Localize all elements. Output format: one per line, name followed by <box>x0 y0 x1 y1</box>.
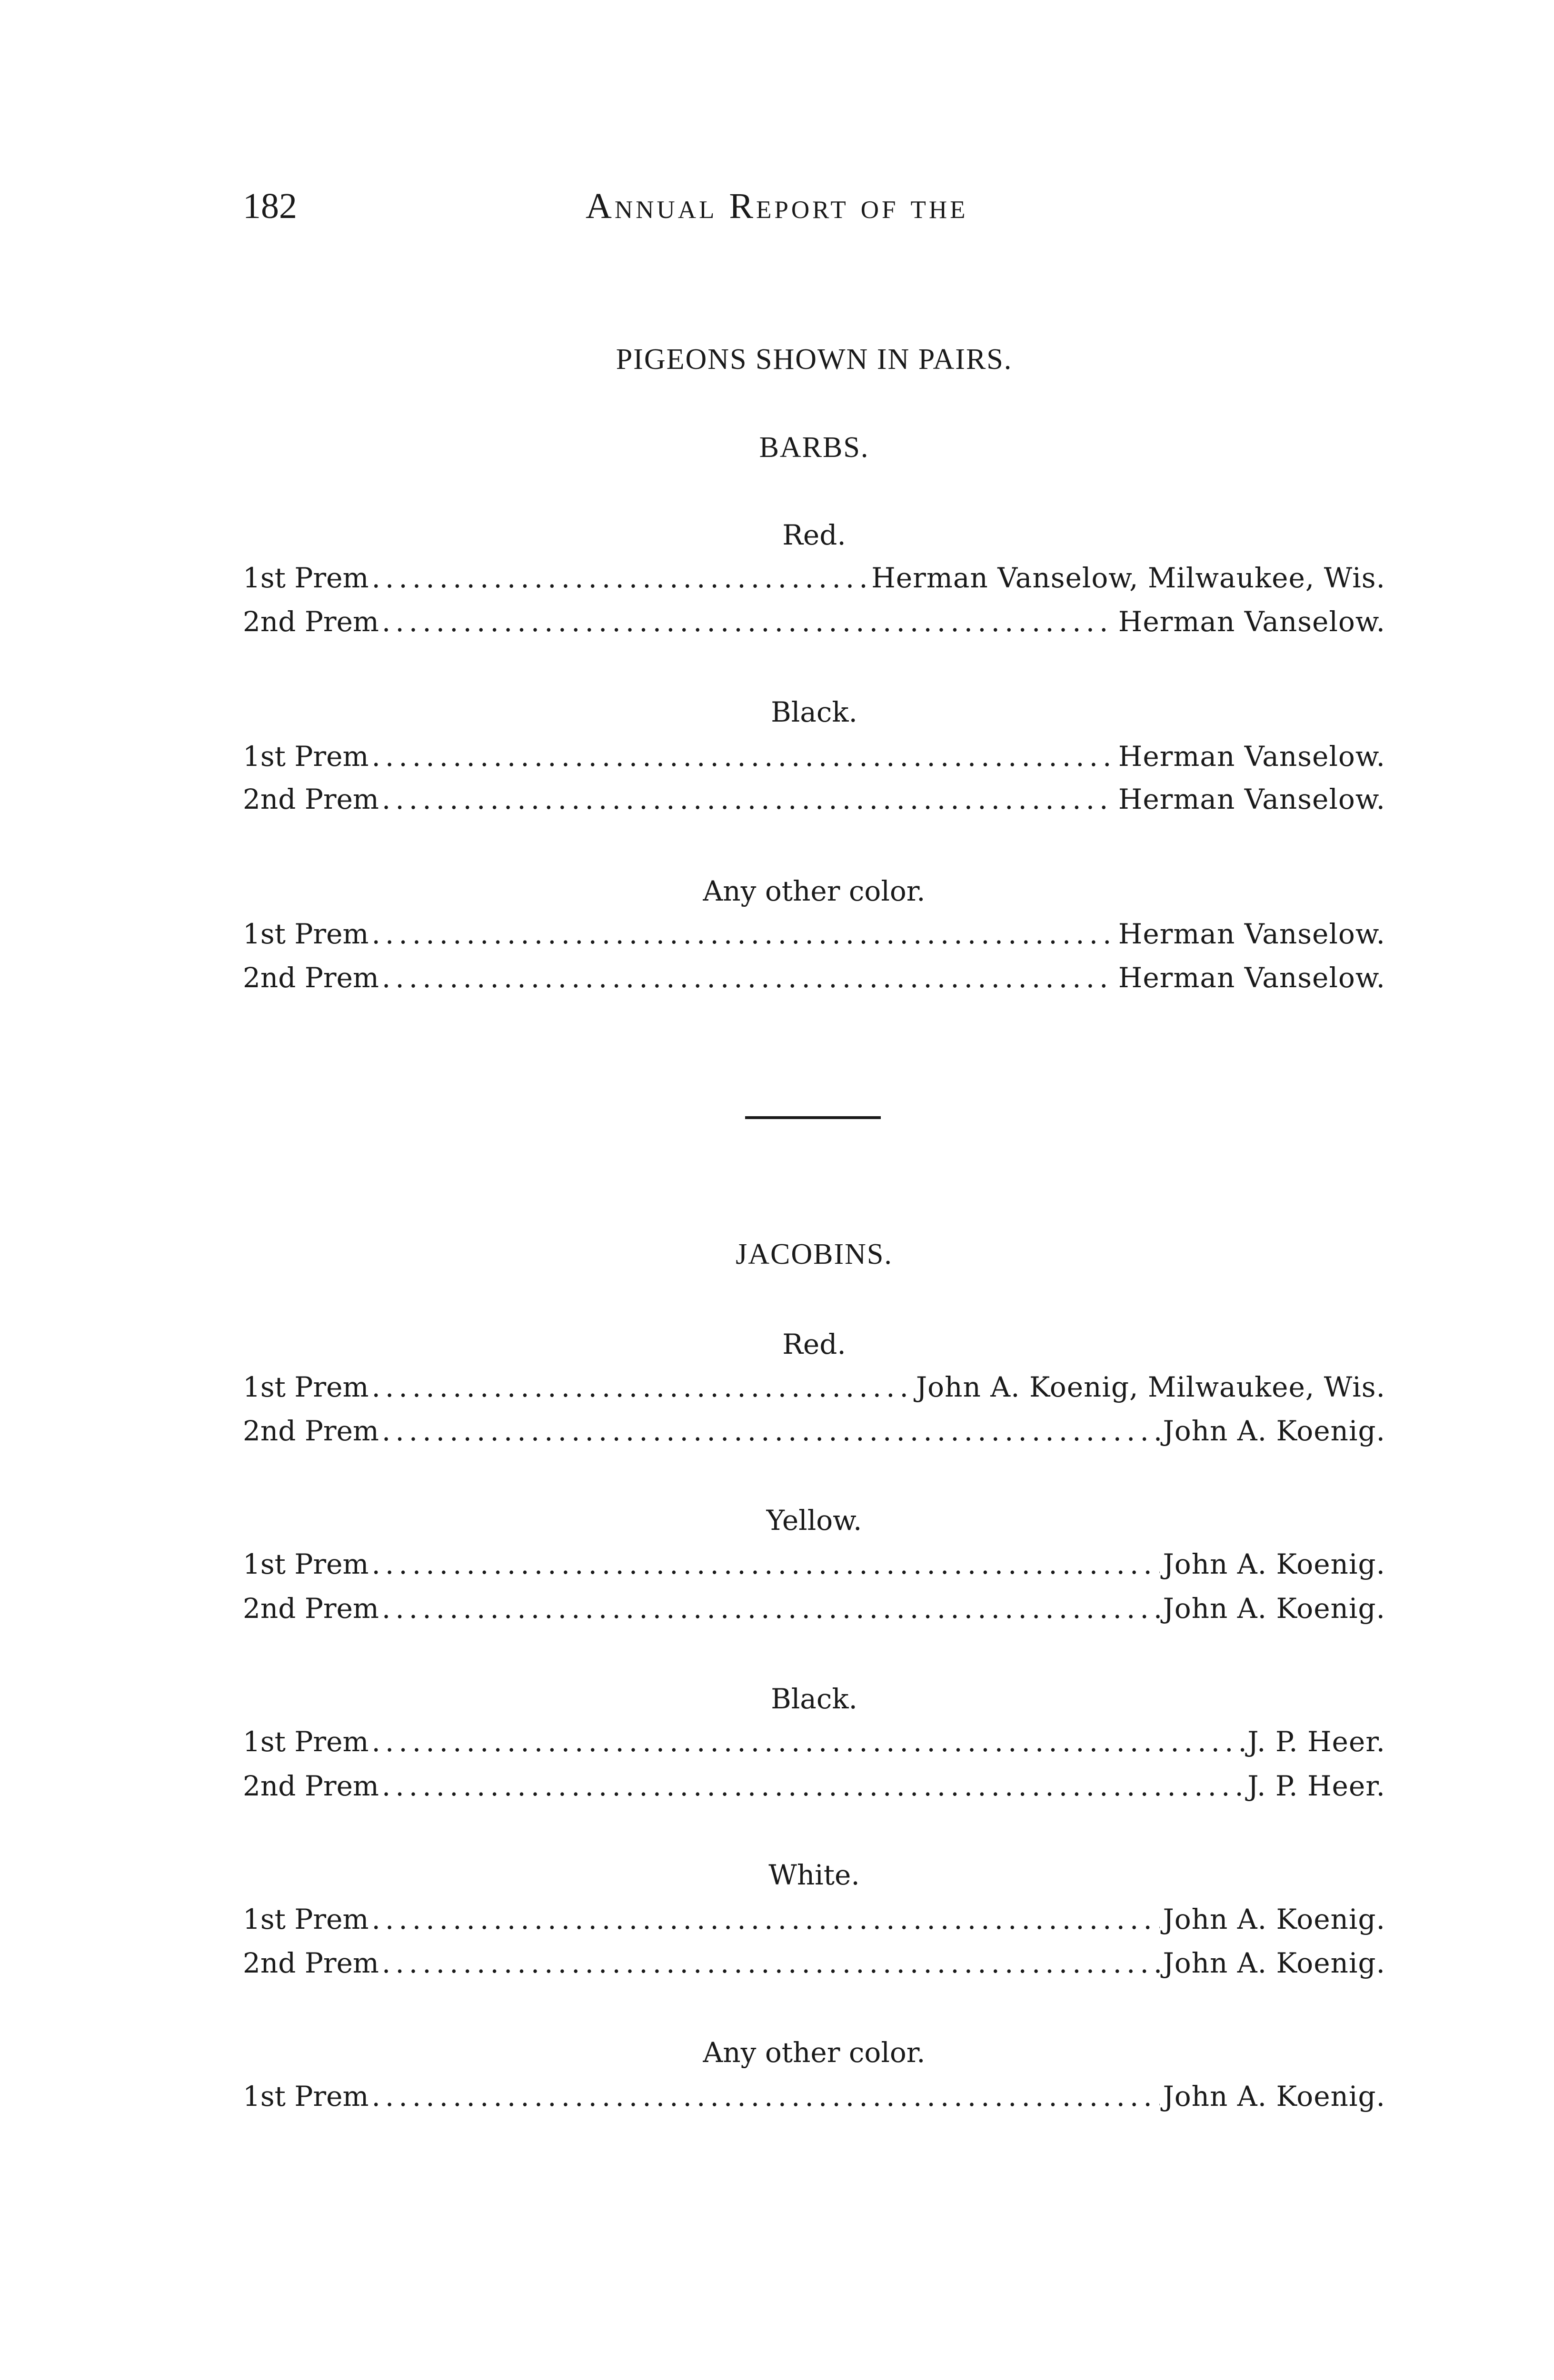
page-header <box>243 186 1385 233</box>
premium-label: 1st Prem <box>243 1548 369 1580</box>
premium-entry <box>243 1770 1385 1802</box>
color-heading: Black. <box>771 696 857 728</box>
premium-label: 2nd Prem <box>243 783 379 815</box>
premium-label: 2nd Prem <box>243 605 379 638</box>
premium-label: 2nd Prem <box>243 1415 379 1447</box>
dot-leader <box>371 1371 913 1403</box>
color-heading: Any other color. <box>703 2036 926 2069</box>
premium-label: 1st Prem <box>243 1726 369 1758</box>
dot-leader <box>371 562 868 594</box>
winner-name: J. P. Heer. <box>1247 1770 1385 1802</box>
page-number: 182 <box>243 186 297 226</box>
winner-name: John A. Koenig. <box>1163 1903 1385 1935</box>
dot-leader <box>382 605 1116 638</box>
premium-entry <box>243 918 1385 950</box>
premium-entry <box>243 783 1385 815</box>
premium-entry <box>243 1371 1385 1403</box>
dot-leader <box>382 1415 1160 1447</box>
dot-leader <box>371 2080 1160 2112</box>
winner-name: Herman Vanselow. <box>1118 962 1385 994</box>
premium-label: 2nd Prem <box>243 1592 379 1625</box>
premium-entry <box>243 1726 1385 1758</box>
premium-entry <box>243 962 1385 994</box>
premium-label: 1st Prem <box>243 1371 369 1403</box>
dot-leader <box>382 1770 1245 1802</box>
premium-entry <box>243 2080 1385 2112</box>
winner-name: Herman Vanselow, Milwaukee, Wis. <box>871 562 1385 594</box>
winner-name: John A. Koenig, Milwaukee, Wis. <box>916 1371 1385 1403</box>
premium-entry <box>243 605 1385 638</box>
premium-label: 2nd Prem <box>243 1770 379 1802</box>
winner-name: Herman Vanselow. <box>1118 783 1385 815</box>
color-heading: White. <box>768 1859 860 1891</box>
dot-leader <box>382 962 1116 994</box>
winner-name: John A. Koenig. <box>1163 1592 1385 1625</box>
color-heading: Red. <box>782 519 846 551</box>
premium-entry <box>243 1947 1385 1979</box>
winner-name: Herman Vanselow. <box>1118 740 1385 773</box>
document-title: PIGEONS SHOWN IN PAIRS. <box>616 343 1013 376</box>
section-heading-jacobins: JACOBINS. <box>736 1238 893 1270</box>
section-heading-barbs: BARBS. <box>759 431 869 464</box>
premium-label: 1st Prem <box>243 918 369 950</box>
winner-name: J. P. Heer. <box>1247 1726 1385 1758</box>
premium-entry <box>243 1592 1385 1625</box>
running-head: Annual Report of the <box>586 186 968 226</box>
premium-entry <box>243 1548 1385 1580</box>
premium-label: 2nd Prem <box>243 1947 379 1979</box>
premium-entry <box>243 562 1385 594</box>
premium-entry <box>243 1903 1385 1935</box>
section-divider <box>745 1116 881 1119</box>
winner-name: John A. Koenig. <box>1163 2080 1385 2112</box>
premium-entry <box>243 1415 1385 1447</box>
dot-leader <box>371 1903 1160 1935</box>
dot-leader <box>371 918 1115 950</box>
dot-leader <box>371 1548 1160 1580</box>
premium-label: 1st Prem <box>243 1903 369 1935</box>
winner-name: John A. Koenig. <box>1163 1947 1385 1979</box>
color-heading: Red. <box>782 1328 846 1360</box>
dot-leader <box>382 1947 1160 1979</box>
premium-label: 1st Prem <box>243 562 369 594</box>
dot-leader <box>371 740 1115 773</box>
dot-leader <box>371 1726 1245 1758</box>
premium-entry <box>243 740 1385 773</box>
color-heading: Any other color. <box>703 875 926 907</box>
winner-name: John A. Koenig. <box>1163 1415 1385 1447</box>
winner-name: Herman Vanselow. <box>1118 605 1385 638</box>
color-heading: Yellow. <box>766 1504 862 1537</box>
premium-label: 2nd Prem <box>243 962 379 994</box>
premium-label: 1st Prem <box>243 2080 369 2112</box>
dot-leader <box>382 1592 1160 1625</box>
color-heading: Black. <box>771 1683 857 1715</box>
dot-leader <box>382 783 1116 815</box>
premium-label: 1st Prem <box>243 740 369 773</box>
winner-name: Herman Vanselow. <box>1118 918 1385 950</box>
winner-name: John A. Koenig. <box>1163 1548 1385 1580</box>
